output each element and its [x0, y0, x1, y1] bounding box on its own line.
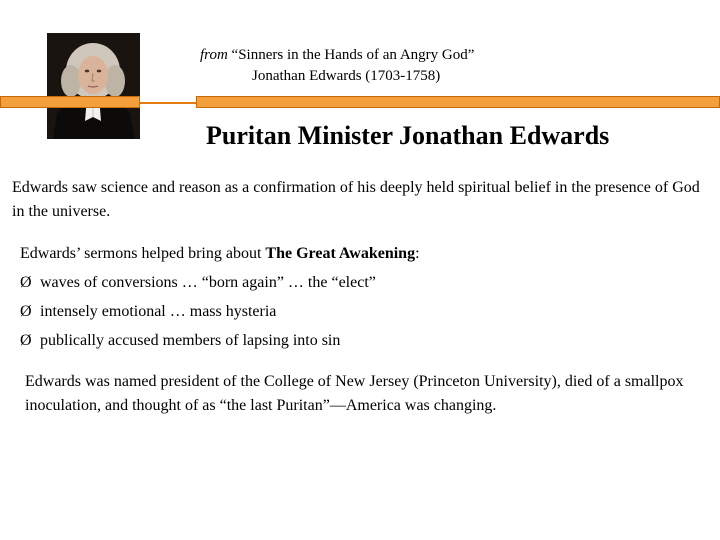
paragraph-princeton: Edwards was named president of the College of New Jersey (Princeton University), died of a smallpox inoculation, and thought of as “the last Puritan”—America was changing.: [25, 373, 684, 414]
great-awakening-term: The Great Awakening: [265, 245, 416, 262]
intro-colon: :: [415, 245, 420, 262]
intro-text: Edwards’ sermons helped bring about: [20, 245, 266, 262]
portrait-illustration: [47, 33, 140, 139]
source-title: “Sinners in the Hands of an Angry God”: [231, 47, 475, 63]
source-prefix: from: [200, 47, 228, 63]
arrow-bullet-icon: Ø: [20, 274, 32, 291]
slide-title: Puritan Minister Jonathan Edwards: [206, 121, 610, 150]
bullet-item: [20, 268, 700, 297]
portrait-image: [47, 33, 140, 139]
bullet-item: [20, 297, 700, 326]
divider-block-right: [196, 96, 720, 108]
arrow-bullet-icon: Ø: [20, 303, 32, 320]
author-line: Jonathan Edwards (1703-1758): [252, 68, 441, 84]
arrow-bullet-icon: Ø: [20, 332, 32, 349]
intro-line: [20, 239, 700, 268]
bullet-text: waves of conversions … “born again” … the “elect”: [40, 274, 376, 291]
paragraph-science-reason: Edwards saw science and reason as a confirmation of his deeply held spiritual belief in the presence of God in the universe.: [12, 179, 700, 220]
great-awakening-section: [20, 239, 700, 355]
bullet-text: intensely emotional … mass hysteria: [40, 303, 277, 320]
bullet-item: [20, 326, 700, 355]
divider-block-left: [0, 96, 140, 108]
source-citation: [200, 45, 530, 65]
header-divider: [0, 96, 720, 110]
bullet-text: publically accused members of lapsing into sin: [40, 332, 341, 349]
